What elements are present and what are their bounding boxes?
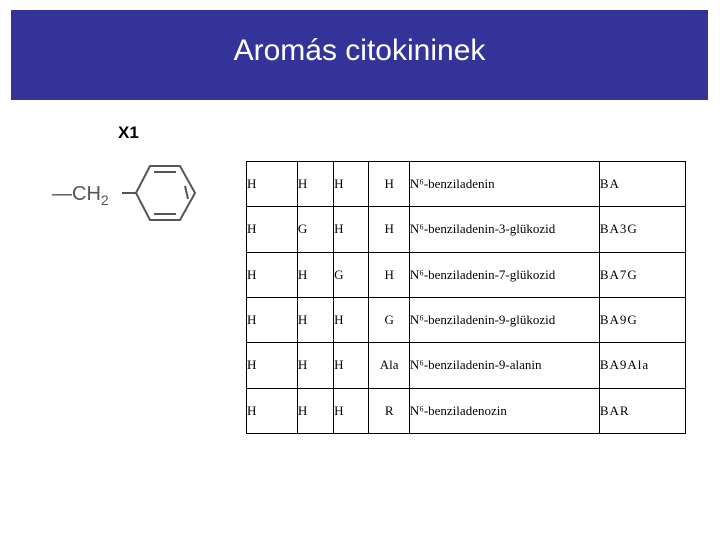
table-cell: H — [334, 343, 369, 388]
double-bond — [185, 186, 188, 199]
table-cell: H — [247, 207, 298, 252]
ch2-group-text: —CH — [52, 183, 101, 205]
table-cell: BAR — [599, 388, 685, 433]
substituent-label: X1 — [118, 123, 139, 142]
table-cell: H — [247, 388, 298, 433]
table-cell: H — [334, 162, 369, 207]
table-cell: G — [297, 207, 333, 252]
table-cell: H — [334, 388, 369, 433]
table-cell: H — [297, 162, 333, 207]
table-cell: H — [297, 297, 333, 342]
table-cell: H — [247, 252, 298, 297]
table-cell: G — [334, 252, 369, 297]
table-cell: H — [297, 252, 333, 297]
table-cell: N⁶-benziladenin-3-glükozid — [409, 207, 599, 252]
table-cell: H — [247, 297, 298, 342]
table-cell: H — [334, 207, 369, 252]
table-cell: BA3G — [599, 207, 685, 252]
ch2-group-label — [52, 183, 109, 208]
title-banner — [11, 10, 708, 100]
table-cell: BA — [599, 162, 685, 207]
table-cell: N⁶-benziladenin-7-glükozid — [409, 252, 599, 297]
table-cell: N⁶-benziladenin-9-glükozid — [409, 297, 599, 342]
table-cell: Ala — [369, 343, 409, 388]
table-cell: H — [369, 162, 409, 207]
table-cell: H — [369, 207, 409, 252]
cytokinin-table — [246, 161, 686, 434]
table-cell: N⁶-benziladenozin — [409, 388, 599, 433]
benzyl-structure — [50, 150, 210, 240]
slide-title: Aromás citokininek — [233, 34, 486, 67]
table-cell: H — [247, 162, 298, 207]
table-row — [247, 297, 686, 342]
table-cell: H — [247, 343, 298, 388]
table-cell: N⁶-benziladenin-9-alanin — [409, 343, 599, 388]
table-cell: BA9G — [599, 297, 685, 342]
table-cell: H — [334, 297, 369, 342]
table-cell: BA9Ala — [599, 343, 685, 388]
table-row — [247, 207, 686, 252]
table-row — [247, 388, 686, 433]
table-cell: H — [297, 388, 333, 433]
ch2-subscript: 2 — [100, 192, 109, 208]
table-cell: N⁶-benziladenin — [409, 162, 599, 207]
table-cell: BA7G — [599, 252, 685, 297]
table-row — [247, 343, 686, 388]
table-cell: R — [369, 388, 409, 433]
table-row — [247, 162, 686, 207]
table-cell: H — [369, 252, 409, 297]
table-cell: G — [369, 297, 409, 342]
table-row — [247, 252, 686, 297]
table-cell: H — [297, 343, 333, 388]
